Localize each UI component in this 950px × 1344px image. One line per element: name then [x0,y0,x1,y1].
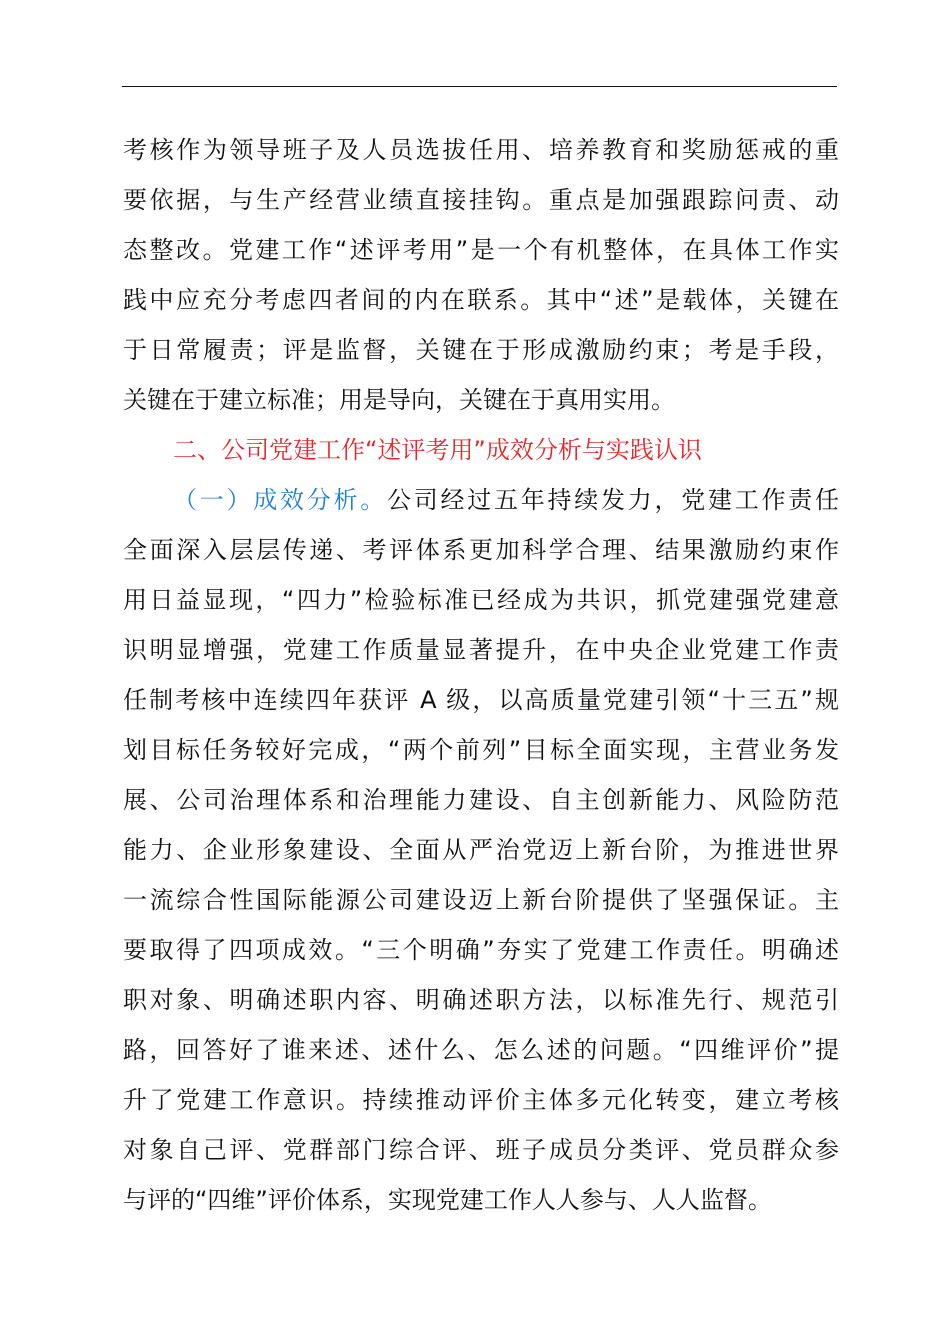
body-line: 要依据，与生产经营业绩直接挂钩。重点是加强跟踪问责、动 [123,186,839,214]
body-text: 公司经过五年持续发力，党建工作责任 [387,486,839,514]
document-body [123,125,839,1225]
body-line: 职对象、明确述职内容、明确述职方法，以标准先行、规范引 [123,986,839,1014]
paragraph-2 [123,475,839,1225]
body-line: 践中应充分考虑四者间的内在联系。其中“述”是载体，关键在 [123,286,839,314]
body-line: 一流综合性国际能源公司建设迈上新台阶提供了坚强保证。主 [123,886,839,914]
body-line: 态整改。党建工作“述评考用”是一个有机整体，在具体工作实 [123,236,839,264]
body-line: 于日常履责；评是监督，关键在于形成激励约束；考是手段， [123,336,839,364]
body-line: 与评的“四维”评价体系，实现党建工作人人参与、人人监督。 [123,1186,772,1214]
body-line: 展、公司治理体系和治理能力建设、自主创新能力、风险防范 [123,786,839,814]
body-line: 全面深入层层传递、考评体系更加科学合理、结果激励约束作 [123,536,839,564]
paragraph-1 [123,125,839,425]
body-line: 能力、企业形象建设、全面从严治党迈上新台阶，为推进世界 [123,836,839,864]
body-line: 路，回答好了谁来述、述什么、怎么述的问题。“四维评价”提 [123,1036,839,1064]
body-line: 对象自己评、党群部门综合评、班子成员分类评、党员群众参 [123,1136,839,1164]
section-heading: 二、公司党建工作“述评考用”成效分析与实践认识 [173,436,702,464]
body-line-first [123,475,839,525]
body-line: 用日益显现，“四力”检验标准已经成为共识，抓党建强党建意 [123,586,839,614]
body-line: 关键在于建立标准；用是导向，关键在于真用实用。 [123,386,675,414]
subsection-title: （一）成效分析。 [173,486,387,514]
body-line: 要取得了四项成效。“三个明确”夯实了党建工作责任。明确述 [123,936,839,964]
body-line: 划目标任务较好完成，“两个前列”目标全面实现，主营业务发 [123,736,839,764]
body-line: 升了党建工作意识。持续推动评价主体多元化转变，建立考核 [123,1086,839,1114]
body-line: 考核作为领导班子及人员选拔任用、培养教育和奖励惩戒的重 [123,136,839,164]
body-line: 任制考核中连续四年获评 A 级，以高质量党建引领“十三五”规 [123,686,839,714]
header-rule [122,86,837,87]
body-line: 识明显增强，党建工作质量显著提升，在中央企业党建工作责 [123,636,839,664]
